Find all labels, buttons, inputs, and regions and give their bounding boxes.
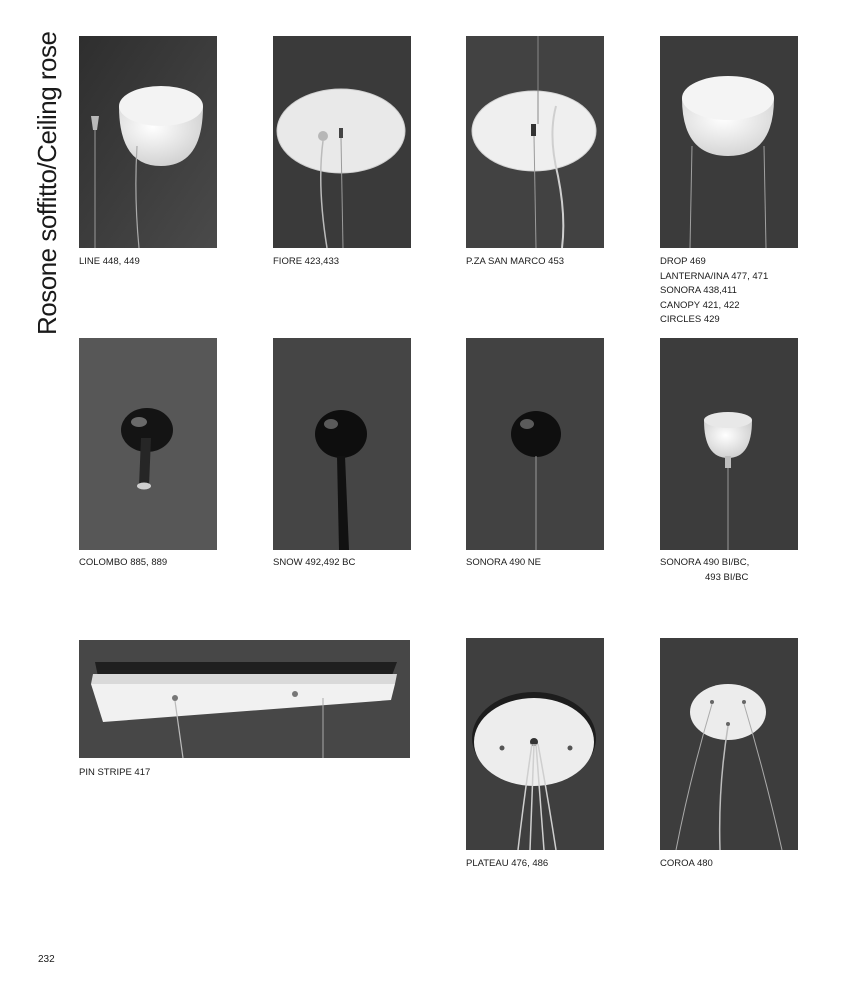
caption-pin-stripe: PIN STRIPE 417 — [79, 767, 151, 778]
caption-line: LINE 448, 449 — [79, 256, 140, 267]
caption-fiore: FIORE 423,433 — [273, 256, 340, 267]
caption-plateau: PLATEAU 476, 486 — [466, 858, 549, 869]
photo-sonora-ne — [466, 338, 604, 550]
photo-snow — [273, 338, 411, 550]
caption-sonora-bi — [660, 556, 749, 585]
caption-drop-line-4: CANOPY 421, 422 — [660, 299, 740, 311]
caption-san-marco: P.ZA SAN MARCO 453 — [466, 256, 565, 267]
caption-coroa: COROA 480 — [660, 858, 713, 869]
caption-drop-line-2: LANTERNA/INA 477, 471 — [660, 270, 769, 282]
caption-drop-line-5: CIRCLES 429 — [660, 314, 720, 325]
page-number: 232 — [38, 954, 55, 965]
caption-sonora-bi-line-2: 493 BI/BC — [705, 571, 749, 583]
caption-colombo: COLOMBO 885, 889 — [79, 557, 168, 568]
caption-drop-line-3: SONORA 438,411 — [660, 285, 737, 296]
photo-plateau — [466, 638, 604, 850]
caption-drop — [660, 255, 768, 328]
photo-line — [79, 36, 217, 248]
caption-sonora-bi-line-1: SONORA 490 BI/BC, — [660, 557, 750, 568]
photo-drop — [660, 36, 798, 248]
caption-snow: SNOW 492,492 BC — [273, 557, 356, 568]
photo-fiore — [273, 36, 411, 248]
photo-colombo — [79, 338, 217, 550]
caption-drop-line-1: DROP 469 — [660, 256, 706, 267]
photo-coroa — [660, 638, 798, 850]
photo-pin-stripe — [79, 640, 410, 758]
photo-sonora-bi — [660, 338, 798, 550]
photo-san-marco — [466, 36, 604, 248]
page-title: Rosone soffitto/Ceiling rose — [32, 31, 62, 335]
caption-sonora-ne: SONORA 490 NE — [466, 557, 541, 568]
